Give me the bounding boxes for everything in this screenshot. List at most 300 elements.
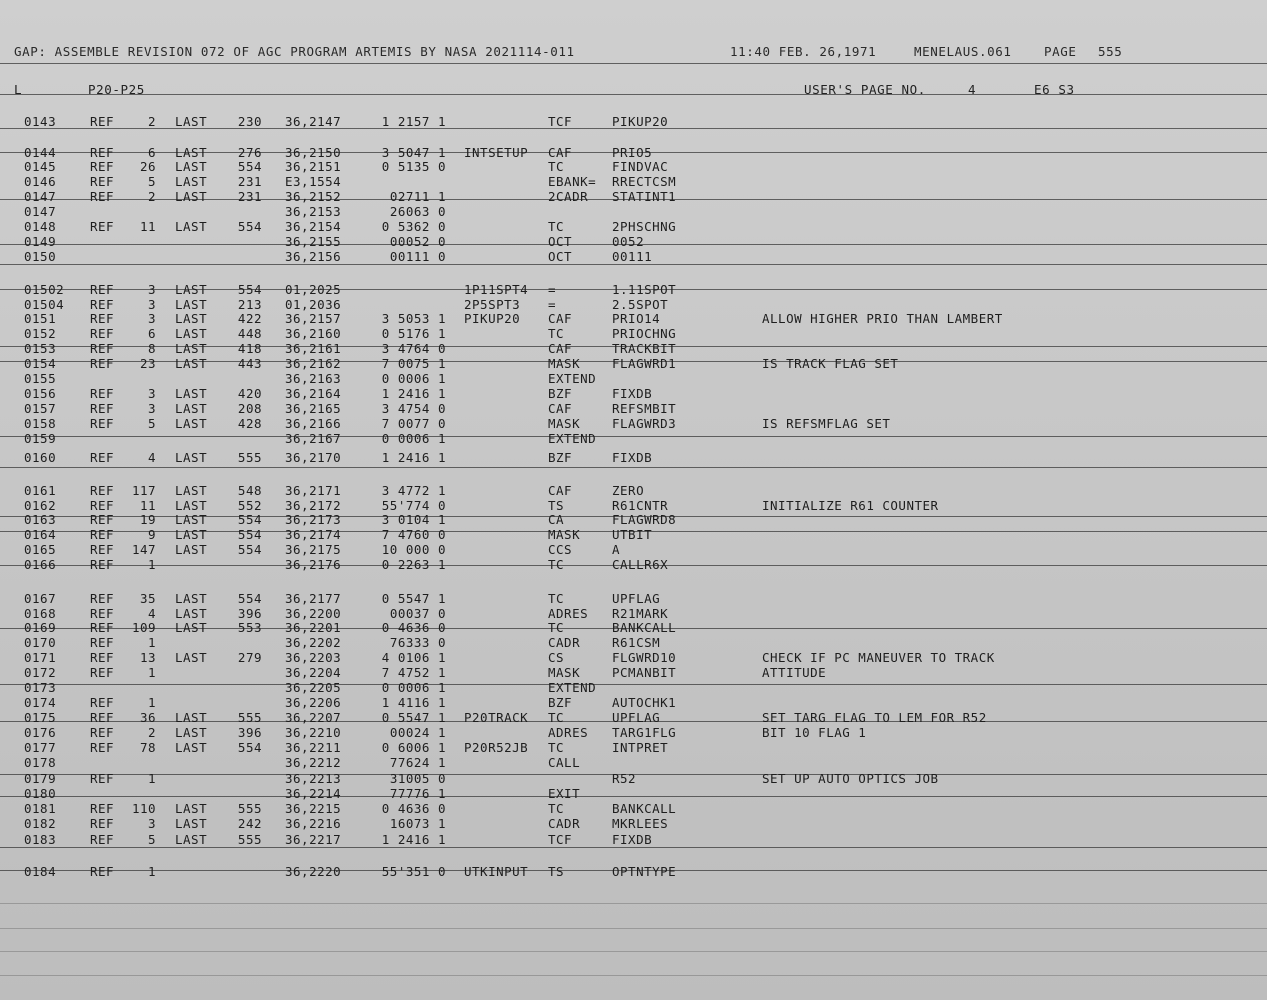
line-seq: 0157	[24, 401, 57, 416]
listing-line	[0, 356, 1267, 371]
line-lastn: 231	[237, 174, 262, 189]
line-last: LAST	[175, 527, 208, 542]
listing-line	[0, 249, 1267, 264]
line-lastn: 443	[237, 356, 262, 371]
line-ref: REF	[90, 591, 115, 606]
line-word: 0 5362 0	[381, 219, 446, 234]
line-operand: FLAGWRD1	[612, 356, 677, 371]
line-word: 00037 0	[389, 606, 446, 621]
line-lastn: 554	[237, 219, 262, 234]
line-lastn: 448	[237, 326, 262, 341]
assembly-title: GAP: ASSEMBLE REVISION 072 OF AGC PROGRAM ARTEMIS BY NASA 2021114-011	[14, 44, 575, 59]
line-addr: 36,2202	[285, 635, 342, 650]
listing-line	[0, 371, 1267, 386]
line-word: 0 6006 1	[381, 740, 446, 755]
line-lastn: 548	[237, 483, 262, 498]
column-l: L	[14, 82, 23, 97]
line-refn: 109	[132, 620, 157, 635]
line-lastn: 428	[237, 416, 262, 431]
line-last: LAST	[175, 145, 208, 160]
line-last: LAST	[175, 606, 208, 621]
line-comment: CHECK IF PC MANEUVER TO TRACK	[762, 650, 995, 665]
line-seq: 0168	[24, 606, 57, 621]
line-operand: STATINT1	[612, 189, 677, 204]
listing-line	[0, 416, 1267, 431]
line-word: 3 4772 1	[381, 483, 446, 498]
listing-line	[0, 680, 1267, 695]
line-refn: 2	[147, 189, 156, 204]
line-ref: REF	[90, 620, 115, 635]
line-seq: 0154	[24, 356, 57, 371]
line-op: CA	[548, 512, 565, 527]
line-refn: 3	[147, 297, 156, 312]
line-lastn: 554	[237, 591, 262, 606]
line-operand: FLAGWRD3	[612, 416, 677, 431]
line-op: TC	[548, 326, 565, 341]
line-last: LAST	[175, 114, 208, 129]
listing-line	[0, 326, 1267, 341]
line-word: 55'774 0	[381, 498, 446, 513]
listing-line	[0, 725, 1267, 740]
line-op: 2CADR	[548, 189, 589, 204]
line-word: 00111 0	[389, 249, 446, 264]
line-word: 4 0106 1	[381, 650, 446, 665]
line-operand: RRECTCSM	[612, 174, 677, 189]
line-label: P20TRACK	[464, 710, 529, 725]
line-addr: 36,2167	[285, 431, 342, 446]
line-op: CCS	[548, 542, 573, 557]
line-last: LAST	[175, 311, 208, 326]
line-lastn: 554	[237, 542, 262, 557]
line-ref: REF	[90, 635, 115, 650]
line-operand: MKRLEES	[612, 816, 669, 831]
line-refn: 5	[147, 174, 156, 189]
line-operand: PRIOCHNG	[612, 326, 677, 341]
line-seq: 0152	[24, 326, 57, 341]
line-word: 3 5053 1	[381, 311, 446, 326]
line-operand: BANKCALL	[612, 801, 677, 816]
line-word: 00052 0	[389, 234, 446, 249]
line-ref: REF	[90, 527, 115, 542]
ruled-line	[0, 928, 1267, 929]
line-op: CAF	[548, 311, 573, 326]
line-label: PIKUP20	[464, 311, 521, 326]
assembly-user: MENELAUS.061	[914, 44, 1012, 59]
line-word: 0 5135 0	[381, 159, 446, 174]
listing-line	[0, 665, 1267, 680]
listing-line	[0, 282, 1267, 297]
line-addr: 36,2172	[285, 498, 342, 513]
line-op: TC	[548, 159, 565, 174]
line-op: MASK	[548, 356, 581, 371]
line-ref: REF	[90, 864, 115, 879]
line-refn: 3	[147, 401, 156, 416]
line-operand: FLGWRD10	[612, 650, 677, 665]
line-label: UTKINPUT	[464, 864, 529, 879]
line-addr: 36,2216	[285, 816, 342, 831]
line-seq: 0176	[24, 725, 57, 740]
line-lastn: 242	[237, 816, 262, 831]
line-refn: 35	[139, 591, 156, 606]
line-lastn: 231	[237, 189, 262, 204]
line-addr: 36,2161	[285, 341, 342, 356]
line-addr: 36,2210	[285, 725, 342, 740]
line-last: LAST	[175, 816, 208, 831]
line-word: 1 2416 1	[381, 832, 446, 847]
line-addr: 36,2201	[285, 620, 342, 635]
line-operand: FINDVAC	[612, 159, 669, 174]
line-word: 0 0006 1	[381, 431, 446, 446]
line-word: 0 0006 1	[381, 680, 446, 695]
listing-line	[0, 710, 1267, 725]
line-lastn: 554	[237, 512, 262, 527]
line-refn: 1	[147, 557, 156, 572]
line-seq: 0162	[24, 498, 57, 513]
line-ref: REF	[90, 771, 115, 786]
line-op: EXTEND	[548, 680, 597, 695]
line-seq: 0172	[24, 665, 57, 680]
line-refn: 9	[147, 527, 156, 542]
line-addr: 36,2163	[285, 371, 342, 386]
line-word: 16073 1	[389, 816, 446, 831]
line-comment: SET TARG FLAG TO LEM FOR R52	[762, 710, 987, 725]
line-word: 1 4116 1	[381, 695, 446, 710]
line-lastn: 554	[237, 527, 262, 542]
line-addr: 36,2166	[285, 416, 342, 431]
line-operand: UTBIT	[612, 527, 653, 542]
line-op: BZF	[548, 386, 573, 401]
listing-line	[0, 542, 1267, 557]
line-last: LAST	[175, 832, 208, 847]
line-op: MASK	[548, 665, 581, 680]
line-lastn: 396	[237, 606, 262, 621]
page-label: PAGE	[1044, 44, 1077, 59]
line-addr: 36,2162	[285, 356, 342, 371]
line-op: CAF	[548, 401, 573, 416]
line-addr: 36,2203	[285, 650, 342, 665]
listing-line	[0, 114, 1267, 129]
page-number: 555	[1098, 44, 1123, 59]
line-seq: 0143	[24, 114, 57, 129]
line-seq: 0147	[24, 189, 57, 204]
line-op: TCF	[548, 114, 573, 129]
line-op: =	[548, 282, 557, 297]
listing-line	[0, 174, 1267, 189]
line-refn: 4	[147, 606, 156, 621]
line-addr: 36,2206	[285, 695, 342, 710]
line-addr: 36,2220	[285, 864, 342, 879]
line-addr: 36,2174	[285, 527, 342, 542]
line-addr: 36,2215	[285, 801, 342, 816]
line-addr: 36,2153	[285, 204, 342, 219]
line-seq: 0178	[24, 755, 57, 770]
line-lastn: 418	[237, 341, 262, 356]
line-word: 3 4754 0	[381, 401, 446, 416]
listing-line	[0, 786, 1267, 801]
listing-line	[0, 297, 1267, 312]
line-seq: 0147	[24, 204, 57, 219]
line-ref: REF	[90, 341, 115, 356]
line-word: 0 5176 1	[381, 326, 446, 341]
line-seq: 0167	[24, 591, 57, 606]
listing-line	[0, 527, 1267, 542]
line-lastn: 554	[237, 740, 262, 755]
line-addr: 36,2200	[285, 606, 342, 621]
line-ref: REF	[90, 695, 115, 710]
line-addr: 36,2205	[285, 680, 342, 695]
line-addr: 36,2150	[285, 145, 342, 160]
line-addr: 36,2156	[285, 249, 342, 264]
line-word: 0 4636 0	[381, 620, 446, 635]
line-last: LAST	[175, 512, 208, 527]
line-refn: 23	[139, 356, 156, 371]
line-op: MASK	[548, 416, 581, 431]
line-seq: 0181	[24, 801, 57, 816]
line-seq: 0175	[24, 710, 57, 725]
ruled-line	[0, 264, 1267, 265]
line-addr: 01,2036	[285, 297, 342, 312]
line-seq: 0183	[24, 832, 57, 847]
line-refn: 3	[147, 816, 156, 831]
line-seq: 0173	[24, 680, 57, 695]
line-addr: 36,2160	[285, 326, 342, 341]
listing-line	[0, 695, 1267, 710]
line-operand: REFSMBIT	[612, 401, 677, 416]
line-ref: REF	[90, 386, 115, 401]
line-word: 0 2263 1	[381, 557, 446, 572]
line-refn: 117	[132, 483, 157, 498]
listing-line	[0, 145, 1267, 160]
listing-line	[0, 650, 1267, 665]
line-word: 0 5547 1	[381, 591, 446, 606]
line-addr: 36,2177	[285, 591, 342, 606]
line-refn: 11	[139, 498, 156, 513]
line-comment: BIT 10 FLAG 1	[762, 725, 867, 740]
line-seq: 0180	[24, 786, 57, 801]
line-op: TC	[548, 801, 565, 816]
line-seq: 01502	[24, 282, 65, 297]
line-ref: REF	[90, 557, 115, 572]
line-label: P20R52JB	[464, 740, 529, 755]
line-operand: 1.11SPOT	[612, 282, 677, 297]
line-op: TS	[548, 864, 565, 879]
line-last: LAST	[175, 356, 208, 371]
line-last: LAST	[175, 801, 208, 816]
ruled-line	[0, 975, 1267, 976]
line-last: LAST	[175, 326, 208, 341]
listing-line	[0, 620, 1267, 635]
line-refn: 4	[147, 450, 156, 465]
line-label: 2P5SPT3	[464, 297, 521, 312]
line-word: 7 0077 0	[381, 416, 446, 431]
ruled-line	[0, 467, 1267, 468]
line-refn: 3	[147, 282, 156, 297]
listing-line	[0, 816, 1267, 831]
line-ref: REF	[90, 356, 115, 371]
line-addr: 36,2154	[285, 219, 342, 234]
line-seq: 0148	[24, 219, 57, 234]
line-label: 1P11SPT4	[464, 282, 529, 297]
line-word: 31005 0	[389, 771, 446, 786]
line-seq: 0161	[24, 483, 57, 498]
line-op: BZF	[548, 450, 573, 465]
line-seq: 0165	[24, 542, 57, 557]
line-operand: BANKCALL	[612, 620, 677, 635]
page-code: E6 S3	[1034, 82, 1075, 97]
line-seq: 0144	[24, 145, 57, 160]
line-last: LAST	[175, 416, 208, 431]
line-addr: 01,2025	[285, 282, 342, 297]
line-lastn: 420	[237, 386, 262, 401]
line-last: LAST	[175, 386, 208, 401]
line-ref: REF	[90, 512, 115, 527]
line-refn: 110	[132, 801, 157, 816]
line-ref: REF	[90, 401, 115, 416]
line-lastn: 279	[237, 650, 262, 665]
line-seq: 0145	[24, 159, 57, 174]
line-label: INTSETUP	[464, 145, 529, 160]
line-word: 10 000 0	[381, 542, 446, 557]
line-ref: REF	[90, 816, 115, 831]
line-addr: E3,1554	[285, 174, 342, 189]
line-operand: 0052	[612, 234, 645, 249]
line-word: 26063 0	[389, 204, 446, 219]
line-op: CS	[548, 650, 565, 665]
ruled-line	[0, 951, 1267, 952]
line-seq: 0182	[24, 816, 57, 831]
listing-line	[0, 483, 1267, 498]
line-last: LAST	[175, 725, 208, 740]
users-page-label: USER'S PAGE NO.	[804, 82, 926, 97]
line-last: LAST	[175, 189, 208, 204]
line-ref: REF	[90, 832, 115, 847]
line-op: TC	[548, 591, 565, 606]
line-refn: 26	[139, 159, 156, 174]
line-word: 1 2416 1	[381, 386, 446, 401]
line-ref: REF	[90, 606, 115, 621]
line-addr: 36,2152	[285, 189, 342, 204]
line-ref: REF	[90, 282, 115, 297]
line-word: 7 4760 0	[381, 527, 446, 542]
ruled-line	[0, 63, 1267, 64]
ruled-line	[0, 903, 1267, 904]
line-lastn: 276	[237, 145, 262, 160]
line-operand: FIXDB	[612, 832, 653, 847]
line-operand: UPFLAG	[612, 591, 661, 606]
line-last: LAST	[175, 591, 208, 606]
line-seq: 0163	[24, 512, 57, 527]
line-op: TC	[548, 620, 565, 635]
line-word: 7 4752 1	[381, 665, 446, 680]
line-seq: 0177	[24, 740, 57, 755]
line-operand: TRACKBIT	[612, 341, 677, 356]
line-word: 0 4636 0	[381, 801, 446, 816]
line-lastn: 213	[237, 297, 262, 312]
line-refn: 8	[147, 341, 156, 356]
listing-line	[0, 591, 1267, 606]
line-refn: 6	[147, 145, 156, 160]
line-ref: REF	[90, 665, 115, 680]
line-ref: REF	[90, 326, 115, 341]
line-addr: 36,2164	[285, 386, 342, 401]
line-operand: 00111	[612, 249, 653, 264]
line-op: CAF	[548, 483, 573, 498]
listing-line	[0, 771, 1267, 786]
line-op: TCF	[548, 832, 573, 847]
line-seq: 0155	[24, 371, 57, 386]
line-operand: A	[612, 542, 621, 557]
line-last: LAST	[175, 498, 208, 513]
line-op: CADR	[548, 816, 581, 831]
line-refn: 1	[147, 864, 156, 879]
line-word: 77624 1	[389, 755, 446, 770]
line-refn: 1	[147, 771, 156, 786]
line-ref: REF	[90, 801, 115, 816]
line-op: OCT	[548, 234, 573, 249]
line-ref: REF	[90, 450, 115, 465]
line-operand: UPFLAG	[612, 710, 661, 725]
listing-line	[0, 189, 1267, 204]
line-operand: PRIO5	[612, 145, 653, 160]
line-word: 0 0006 1	[381, 371, 446, 386]
listing-line	[0, 740, 1267, 755]
line-operand: CALLR6X	[612, 557, 669, 572]
line-op: ADRES	[548, 606, 589, 621]
line-addr: 36,2155	[285, 234, 342, 249]
line-word: 3 0104 1	[381, 512, 446, 527]
listing-line	[0, 431, 1267, 446]
line-refn: 1	[147, 635, 156, 650]
assembly-time: 11:40 FEB. 26,1971	[730, 44, 877, 59]
listing-line	[0, 635, 1267, 650]
line-op: TC	[548, 740, 565, 755]
line-operand: R52	[612, 771, 637, 786]
line-refn: 3	[147, 311, 156, 326]
line-comment: IS TRACK FLAG SET	[762, 356, 899, 371]
line-last: LAST	[175, 174, 208, 189]
line-seq: 0179	[24, 771, 57, 786]
line-operand: FIXDB	[612, 450, 653, 465]
line-seq: 01504	[24, 297, 65, 312]
line-refn: 3	[147, 386, 156, 401]
line-operand: ZERO	[612, 483, 645, 498]
listing-line	[0, 864, 1267, 879]
line-ref: REF	[90, 311, 115, 326]
line-op: EBANK=	[548, 174, 597, 189]
line-ref: REF	[90, 189, 115, 204]
listing-line	[0, 204, 1267, 219]
line-lastn: 422	[237, 311, 262, 326]
line-seq: 0159	[24, 431, 57, 446]
line-operand: R21MARK	[612, 606, 669, 621]
line-lastn: 555	[237, 832, 262, 847]
listing-line	[0, 498, 1267, 513]
line-op: EXTEND	[548, 431, 597, 446]
line-refn: 147	[132, 542, 157, 557]
line-lastn: 554	[237, 159, 262, 174]
line-refn: 11	[139, 219, 156, 234]
line-lastn: 396	[237, 725, 262, 740]
line-operand: PCMANBIT	[612, 665, 677, 680]
ruled-line	[0, 94, 1267, 95]
line-seq: 0156	[24, 386, 57, 401]
line-operand: OPTNTYPE	[612, 864, 677, 879]
line-op: CAF	[548, 145, 573, 160]
line-addr: 36,2147	[285, 114, 342, 129]
listing-line	[0, 450, 1267, 465]
line-seq: 0158	[24, 416, 57, 431]
line-seq: 0149	[24, 234, 57, 249]
